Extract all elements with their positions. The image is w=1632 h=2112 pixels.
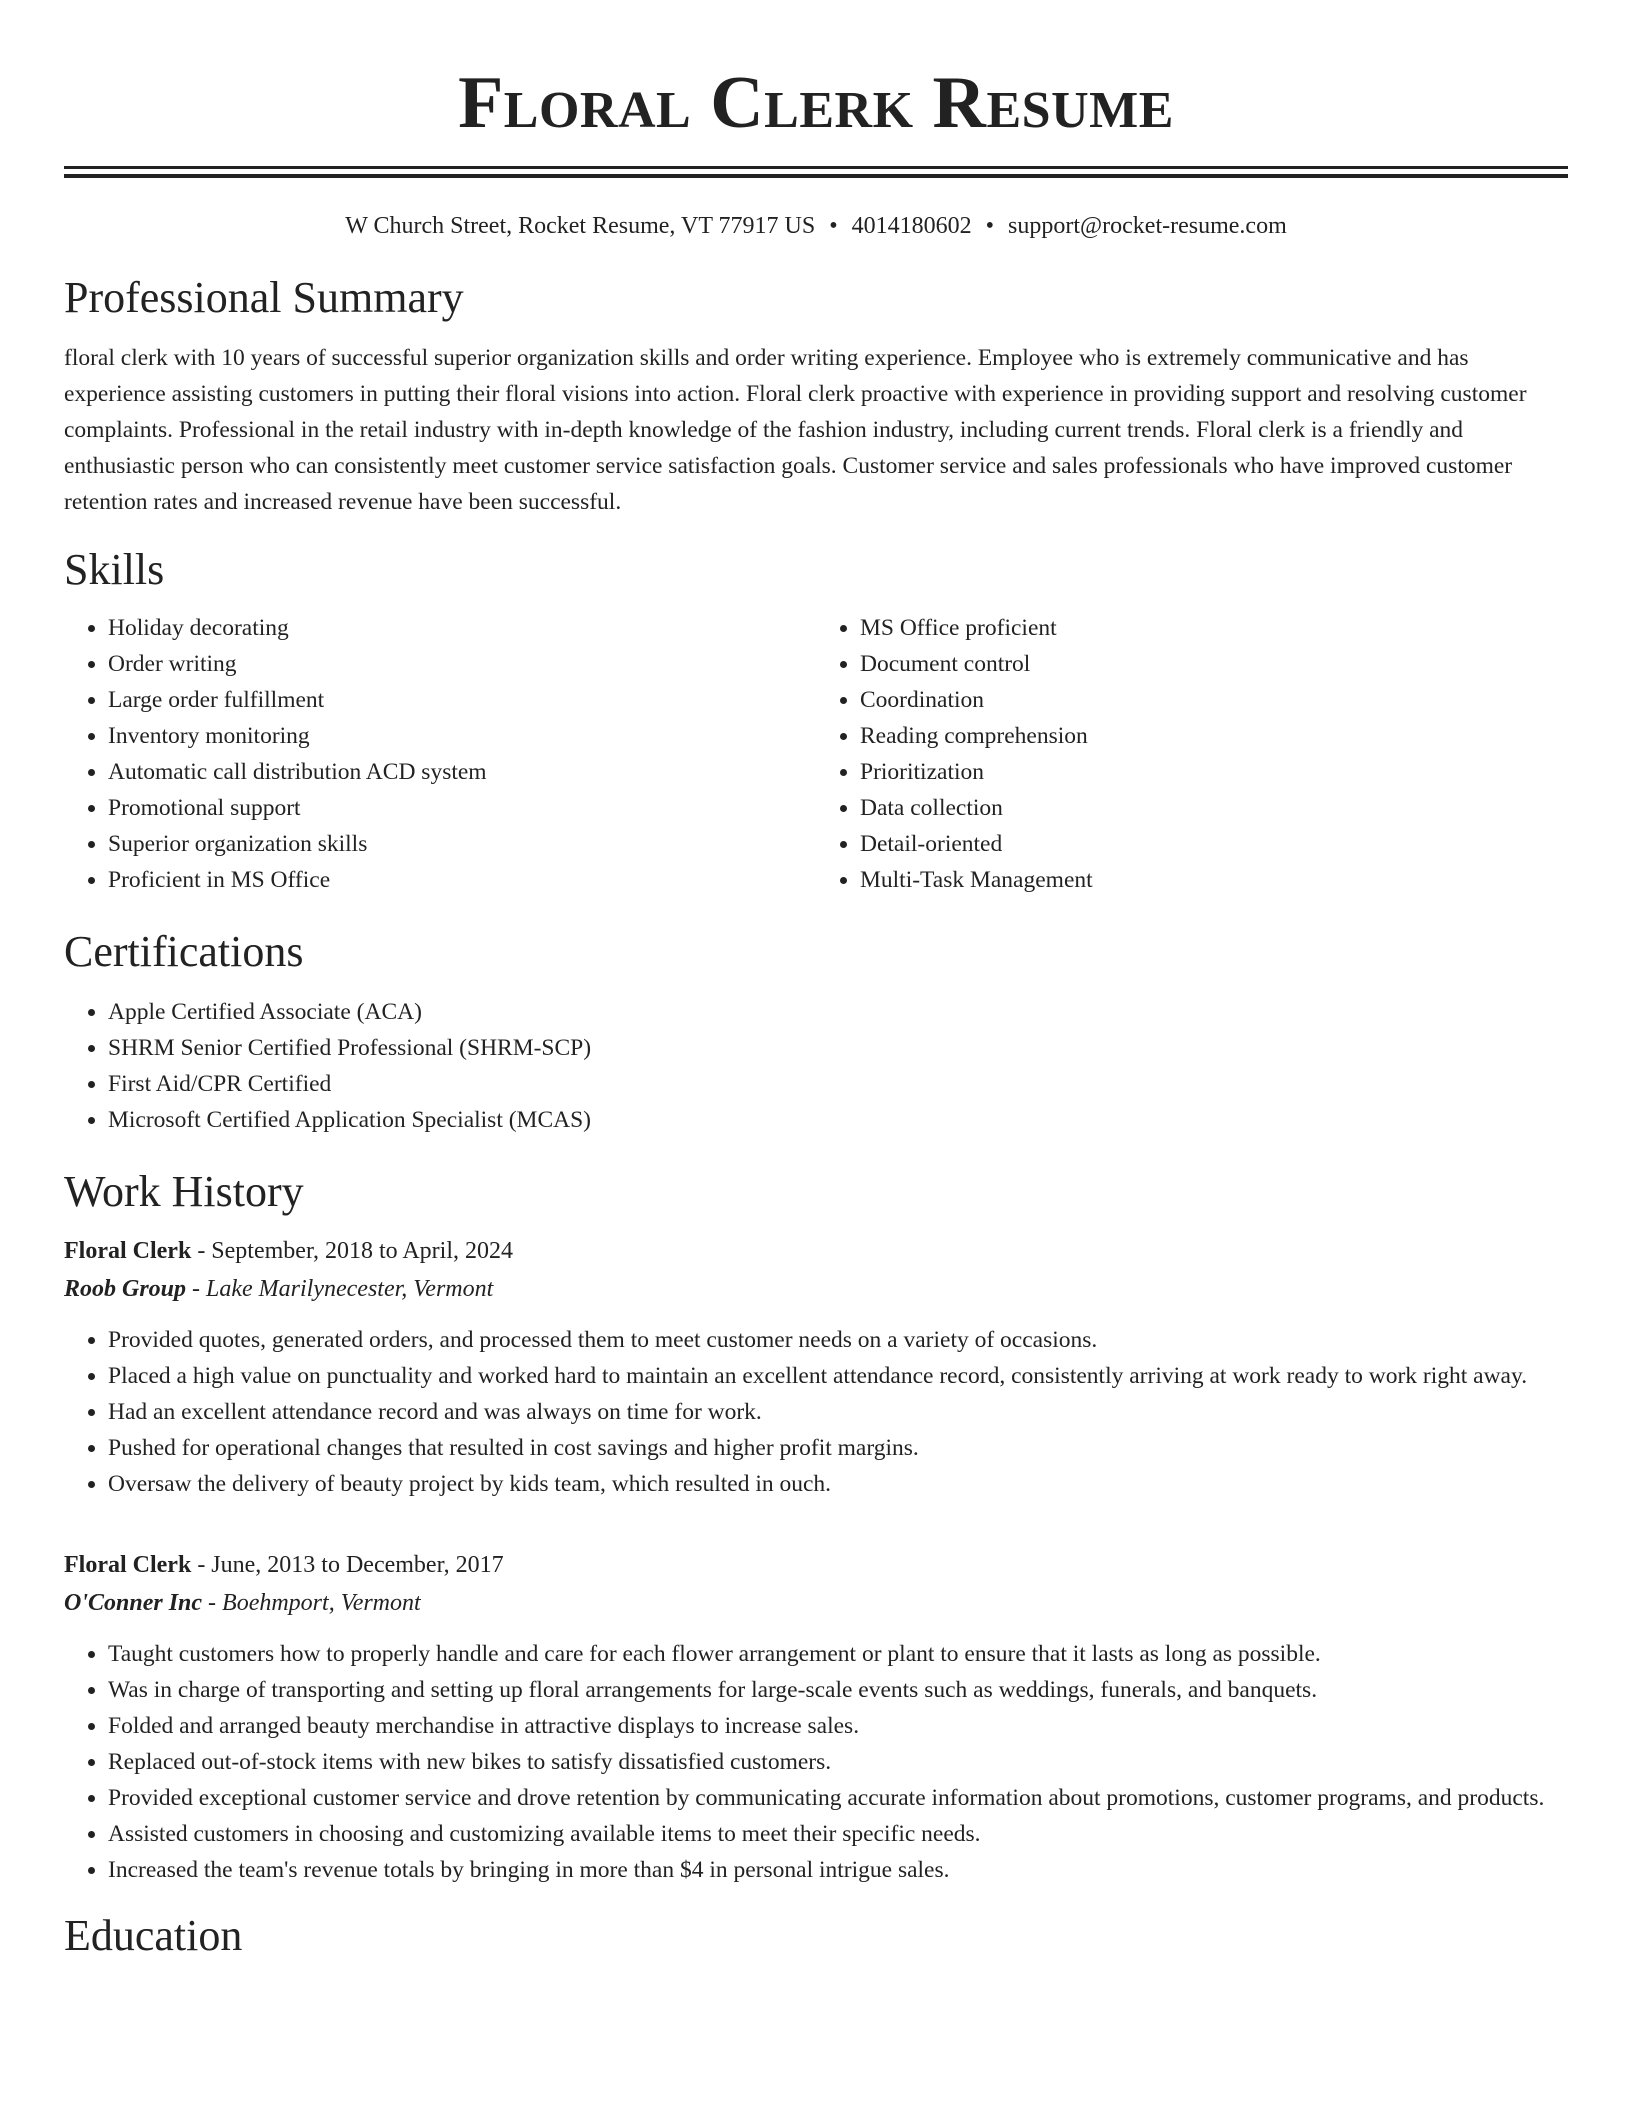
certification-item: • SHRM Senior Certified Professional (SHRM-SCP) (108, 1030, 1568, 1066)
skill-item: • Data collection (860, 790, 1568, 826)
summary-text: floral clerk with 10 years of successful superior organization skills and order writing experience. Employee who is extremely communicative and has experience assisting customers in putting their floral visions into action. Floral clerk proactive with experience in providing support and resolving customer complaints. Professional in the retail industry with in-depth knowledge of the fashion industry, including current trends. Floral clerk is a friendly and enthusiastic person who can consistently meet customer service satisfaction goals. Customer service and sales professionals who have improved customer retention rates and increased revenue have been successful. (64, 345, 1527, 515)
job-duty-item: • Had an excellent attendance record and was always on time for work. (108, 1394, 1568, 1430)
education-heading: Education (64, 1911, 243, 1960)
skill-item: • Coordination (860, 682, 1568, 718)
job-duty-item: • Folded and arranged beauty merchandise in attractive displays to increase sales. (108, 1708, 1568, 1744)
job-duty-item: • Was in charge of transporting and setting up floral arrangements for large-scale events such as weddings, funerals, and banquets. (108, 1672, 1568, 1708)
skill-item: • Detail-oriented (860, 826, 1568, 862)
skills-list-right (816, 610, 1568, 898)
job-header (64, 1232, 1568, 1270)
skills-heading: Skills (64, 545, 165, 594)
job-duty-item: • Placed a high value on punctuality and worked hard to maintain an excellent attendance record, consistently arriving at work ready to work right away. (108, 1358, 1568, 1394)
skill-item: • Superior organization skills (108, 826, 816, 862)
skill-item: • Holiday decorating (108, 610, 816, 646)
certification-item: • Microsoft Certified Application Specialist (MCAS) (108, 1102, 1568, 1138)
contact-separator: • (985, 213, 995, 239)
contact-address: W Church Street, Rocket Resume, VT 77917 US (345, 213, 816, 239)
certifications-heading: Certifications (64, 927, 304, 976)
job-role: Floral Clerk (64, 1552, 192, 1578)
certification-item: • Apple Certified Associate (ACA) (108, 994, 1568, 1030)
contact-email: support@rocket-resume.com (1008, 213, 1287, 239)
contact-phone: 4014180602 (851, 213, 972, 239)
job-location: - Lake Marilynecester, Vermont (186, 1276, 494, 1302)
job-duties-list (64, 1322, 1568, 1502)
skill-item: • Inventory monitoring (108, 718, 816, 754)
page-title: Floral Clerk Resume (458, 62, 1174, 144)
skill-item: • Document control (860, 646, 1568, 682)
job-entry (64, 1232, 1568, 1502)
job-duty-item: • Increased the team's revenue totals by bringing in more than $4 in personal intrigue sales. (108, 1852, 1568, 1888)
skill-item: • Multi-Task Management (860, 862, 1568, 898)
job-dates: - June, 2013 to December, 2017 (191, 1552, 504, 1578)
certifications-list (64, 994, 1568, 1138)
contact-line (64, 208, 1568, 244)
skill-item: • Promotional support (108, 790, 816, 826)
skill-item: • Automatic call distribution ACD system (108, 754, 816, 790)
title-divider-bottom (64, 174, 1568, 178)
job-location: - Boehmport, Vermont (202, 1590, 421, 1616)
work-history-heading: Work History (64, 1167, 304, 1216)
job-duties-list (64, 1636, 1568, 1888)
skills-list-left (64, 610, 816, 898)
job-role: Floral Clerk (64, 1238, 192, 1264)
job-duty-item: • Oversaw the delivery of beauty project by kids team, which resulted in ouch. (108, 1466, 1568, 1502)
job-duty-item: • Replaced out-of-stock items with new bikes to satisfy dissatisfied customers. (108, 1744, 1568, 1780)
job-dates: - September, 2018 to April, 2024 (191, 1238, 513, 1264)
skills-columns (64, 610, 1568, 898)
job-duty-item: • Assisted customers in choosing and customizing available items to meet their specific needs. (108, 1816, 1568, 1852)
job-duty-item: • Pushed for operational changes that resulted in cost savings and higher profit margins. (108, 1430, 1568, 1466)
job-duty-item: • Provided quotes, generated orders, and processed them to meet customer needs on a variety of occasions. (108, 1322, 1568, 1358)
job-employer (64, 1584, 1568, 1622)
skill-item: • Prioritization (860, 754, 1568, 790)
job-employer (64, 1270, 1568, 1308)
contact-separator: • (829, 213, 838, 239)
job-entry (64, 1546, 1568, 1888)
skill-item: • Large order fulfillment (108, 682, 816, 718)
job-company: Roob Group (64, 1276, 187, 1302)
summary-heading: Professional Summary (64, 273, 464, 322)
job-duty-item: • Taught customers how to properly handle and care for each flower arrangement or plant to ensure that it lasts as long as possible. (108, 1636, 1568, 1672)
job-header (64, 1546, 1568, 1584)
skill-item: • Reading comprehension (860, 718, 1568, 754)
job-duty-item: • Provided exceptional customer service and drove retention by communicating accurate information about promotions, customer programs, and products. (108, 1780, 1568, 1816)
job-company: O'Conner Inc (64, 1590, 203, 1616)
skill-item: • Proficient in MS Office (108, 862, 816, 898)
title-divider-top (64, 166, 1568, 169)
skill-item: • MS Office proficient (860, 610, 1568, 646)
skill-item: • Order writing (108, 646, 816, 682)
certification-item: • First Aid/CPR Certified (108, 1066, 1568, 1102)
